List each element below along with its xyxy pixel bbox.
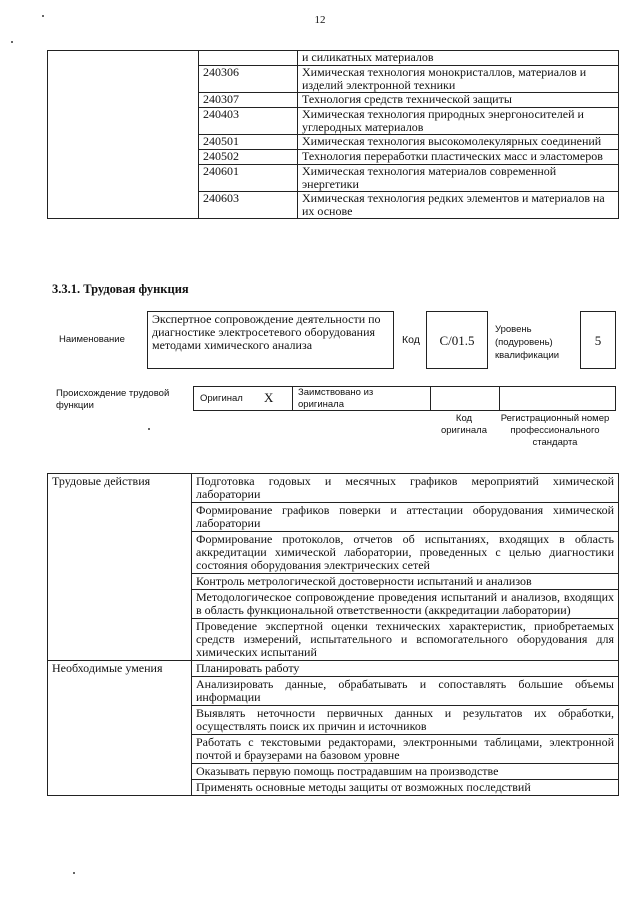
original-label: Оригинал — [200, 393, 243, 404]
section-title: 3.3.1. Трудовая функция — [52, 282, 189, 296]
specialty-name: Технология переработки пластических масс и эластомеров — [298, 150, 619, 165]
specialty-name: Химическая технология высокомолекулярных соединений — [298, 135, 619, 150]
specialty-code: 240603 — [199, 192, 298, 219]
table-row — [48, 51, 619, 66]
specialty-code: 240307 — [199, 93, 298, 108]
labor-action-item: Методологическое сопровождение проведения испытаний и анализов, входящих в область функциональной ответственности (аккредитации лаборатории) — [192, 590, 619, 619]
specialty-name: Химическая технология монокристаллов, материалов и изделий электронной техники — [298, 66, 619, 93]
skill-item: Работать с текстовыми редакторами, электронными таблицами, электронной почтой и браузерами на базовом уровне — [192, 735, 619, 764]
function-name-value: Экспертное сопровождение деятельности по диагностике электросетевого оборудования методами химического анализа — [152, 312, 381, 352]
level-value: 5 — [594, 332, 602, 348]
level-value-box — [580, 311, 616, 369]
name-label: Наименование — [59, 334, 125, 345]
specialty-name: Технология средств технической защиты — [298, 93, 619, 108]
specialty-name: Химическая технология природных энергоносителей и углеродных материалов — [298, 108, 619, 135]
specialty-code — [199, 51, 298, 66]
scan-speck — [148, 428, 150, 430]
code-label: Код — [402, 334, 420, 346]
labor-action-item: Проведение экспертной оценки технических характеристик, приобретаемых средств измерений, испытательного и вспомогательного оборудования для химических испытаний — [192, 619, 619, 661]
table-row — [48, 661, 619, 677]
scan-speck — [42, 15, 44, 17]
origin-label: Происхождение трудовой функции — [56, 388, 170, 411]
specialty-code: 240502 — [199, 150, 298, 165]
origin-table — [193, 386, 616, 411]
labor-action-item: Контроль метрологической достоверности испытаний и анализов — [192, 574, 619, 590]
specialty-code: 240403 — [199, 108, 298, 135]
skill-item: Планировать работу — [192, 661, 619, 677]
table-row — [48, 474, 619, 503]
labor-actions-label: Трудовые действия — [48, 474, 192, 661]
scan-speck — [73, 872, 75, 874]
divider — [292, 386, 293, 411]
skills-label: Необходимые умения — [48, 661, 192, 796]
scan-speck — [11, 41, 13, 43]
skill-item: Оказывать первую помощь пострадавшим на производстве — [192, 764, 619, 780]
empty-cell — [48, 51, 199, 219]
skill-item: Применять основные методы защиты от возможных последствий — [192, 780, 619, 796]
skill-item: Анализировать данные, обрабатывать и сопоставлять большие объемы информации — [192, 677, 619, 706]
specialty-code: 240501 — [199, 135, 298, 150]
labor-action-item: Формирование протоколов, отчетов об испытаниях, входящих в область аккредитации химической лаборатории, проведенных с целью диагностики состояния оборудования электрических сетей — [192, 532, 619, 574]
level-label: Уровень (подуровень) квалификации — [495, 324, 560, 361]
specialty-code: 240601 — [199, 165, 298, 192]
divider — [499, 386, 500, 411]
original-mark: X — [264, 390, 274, 405]
labor-action-item: Формирование графиков поверки и аттестации оборудования химической лаборатории — [192, 503, 619, 532]
page-number: 12 — [314, 14, 326, 26]
specialty-name: и силикатных материалов — [298, 51, 619, 66]
function-name-box — [147, 311, 394, 369]
reg-number-caption: Регистрационный номер профессионального стандарта — [500, 413, 610, 448]
code-value-box — [426, 311, 488, 369]
divider — [430, 386, 431, 411]
specialty-codes-table — [47, 50, 619, 219]
code-value: С/01.5 — [439, 332, 475, 348]
actions-skills-table — [47, 473, 619, 796]
specialty-name: Химическая технология материалов современной энергетики — [298, 165, 619, 192]
borrowed-label: Заимствовано из оригинала — [298, 387, 374, 410]
skill-item: Выявлять неточности первичных данных и результатов их обработки, осуществлять поиск их причин и источников — [192, 706, 619, 735]
orig-code-caption: Код оригинала — [440, 413, 487, 436]
specialty-code: 240306 — [199, 66, 298, 93]
specialty-name: Химическая технология редких элементов и материалов на их основе — [298, 192, 619, 219]
labor-action-item: Подготовка годовых и месячных графиков мероприятий химической лаборатории — [192, 474, 619, 503]
